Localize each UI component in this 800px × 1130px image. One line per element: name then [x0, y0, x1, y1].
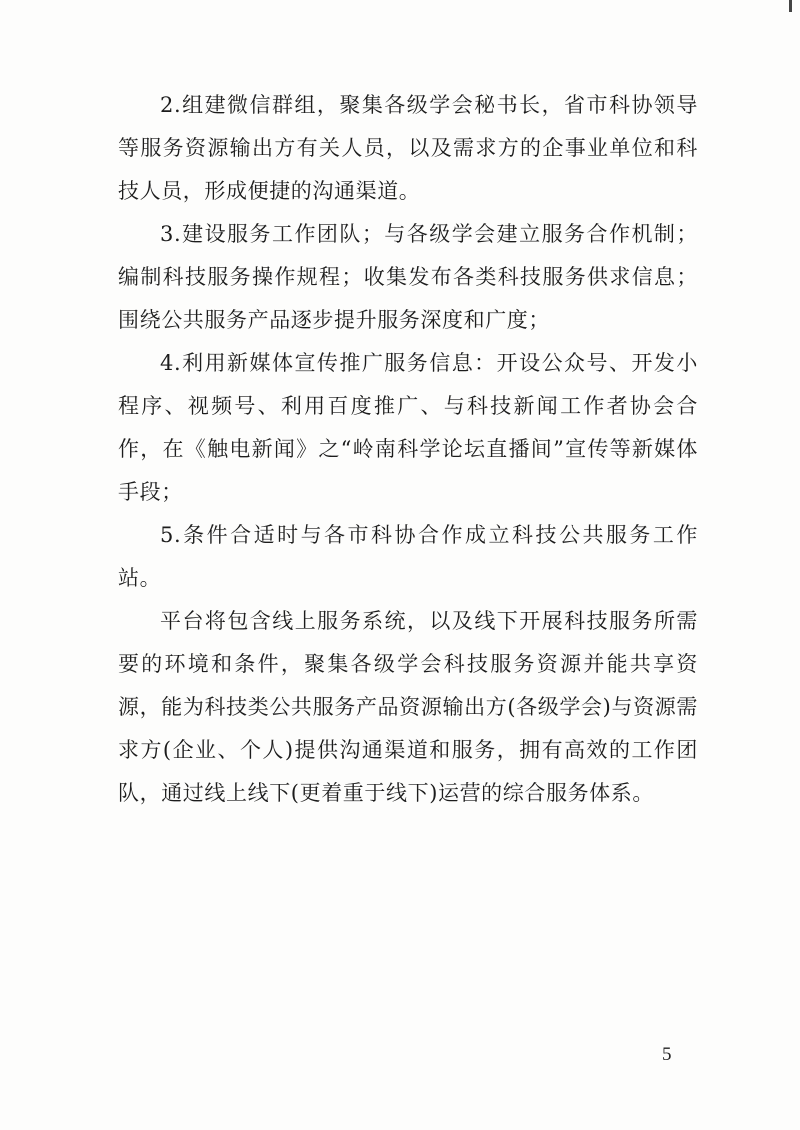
paragraph-item-5: 5.条件合适时与各市科协合作成立科技公共服务工作站。 — [118, 523, 698, 590]
paragraph-item-4: 4.利用新媒体宣传推广服务信息：开设公众号、开发小程序、视频号、利用百度推广、与科技新闻工作者协会合作，在《触电新闻》之“岭南科学论坛直播间”宣传等新媒体手段； — [118, 351, 698, 504]
page-number: 5 — [662, 1044, 672, 1065]
paragraph-item-3: 3.建设服务工作团队；与各级学会建立服务合作机制；编制科技服务操作规程；收集发布各类科技服务供求信息；围绕公共服务产品逐步提升服务深度和广度； — [118, 222, 698, 332]
paragraph-item-2: 2.组建微信群组，聚集各级学会秘书长，省市科协领导等服务资源输出方有关人员，以及需求方的企事业单位和科技人员，形成便捷的沟通渠道。 — [118, 93, 698, 203]
document-body — [118, 84, 698, 815]
paragraph-platform-summary: 平台将包含线上服务系统，以及线下开展科技服务所需要的环境和条件，聚集各级学会科技服务资源并能共享资源，能为科技类公共服务产品资源输出方(各级学会)与资源需求方(企业、个人)提供沟通渠道和服务，拥有高效的工作团队，通过线上线下(更着重于线下)运营的综合服务体系。 — [118, 609, 698, 805]
scan-edge-mark — [789, 0, 792, 12]
